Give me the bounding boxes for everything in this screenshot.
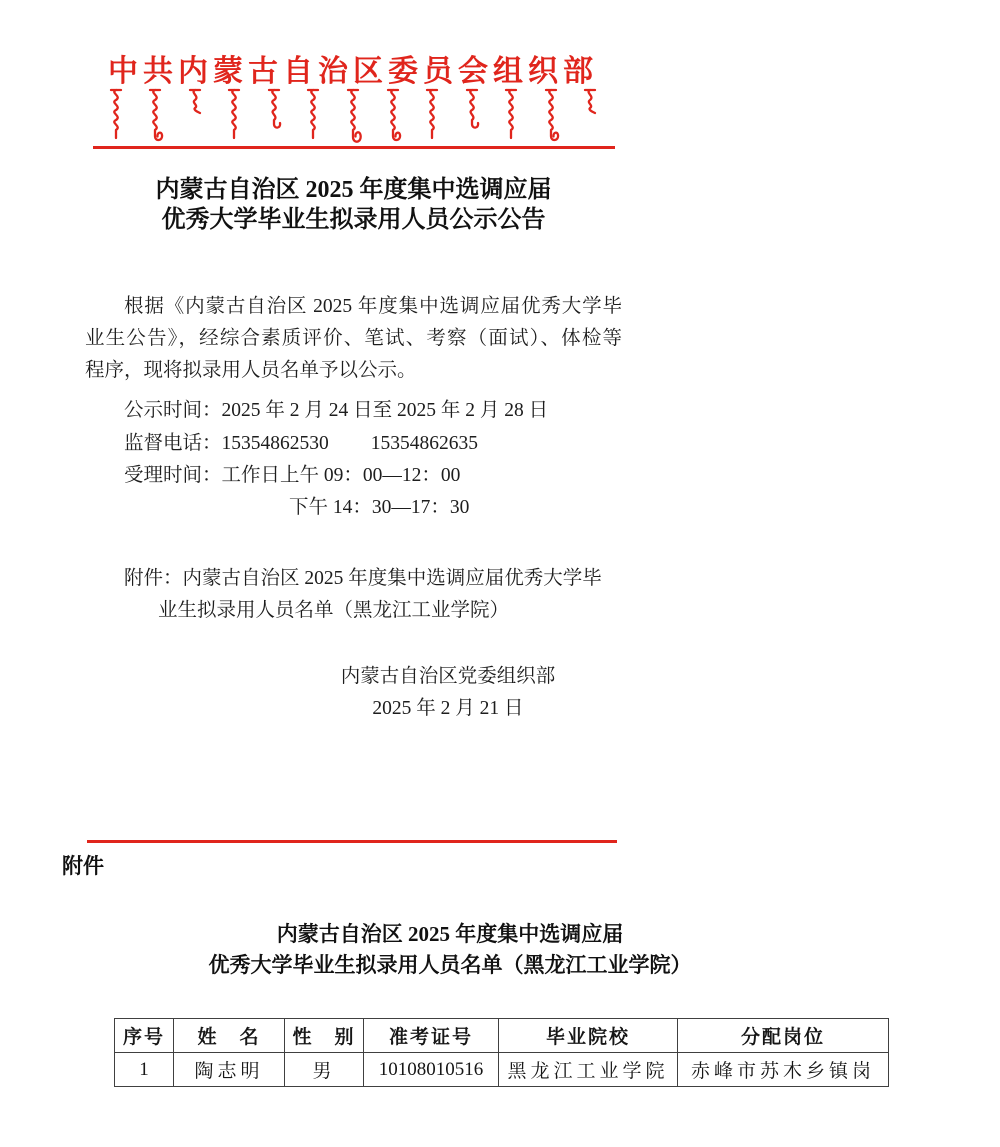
acceptance-time-line-2 — [289, 491, 469, 519]
signer-name: 内蒙古自治区党委组织部 — [340, 666, 556, 687]
cell-index: 1 — [115, 1053, 174, 1087]
sign-date: 2025 年 2 月 21 日 — [372, 698, 524, 719]
attachment-ref-line-1 — [124, 562, 602, 590]
header-cell-name: 姓 名 — [174, 1019, 285, 1053]
cell-gender: 男 — [285, 1053, 364, 1087]
attachment-section-label: 附件 — [62, 855, 104, 878]
attachment-ref-label: 附件： — [124, 568, 183, 589]
roster-header-row — [115, 1019, 889, 1053]
attachment-ref-line-2 — [158, 594, 509, 622]
supervision-phone-2: 15354862635 — [370, 433, 479, 454]
header-cell-assigned-post: 分配岗位 — [678, 1019, 889, 1053]
cell-school: 黑龙江工业学院 — [499, 1053, 678, 1087]
header-cell-ticket-number: 准考证号 — [364, 1019, 499, 1053]
publicity-time-label: 公示时间： — [124, 400, 222, 421]
body-line-1: 根据《内蒙古自治区 2025 年度集中选调应届优秀大学毕 — [124, 296, 622, 317]
attachment-ref-text-1: 内蒙古自治区 2025 年度集中选调应届优秀大学毕 — [182, 568, 602, 589]
roster-title — [150, 919, 750, 981]
cell-name: 陶志明 — [174, 1053, 285, 1087]
supervision-phone-label: 监督电话： — [124, 433, 222, 454]
roster-title-line1: 内蒙古自治区 2025 年度集中选调应届 — [276, 922, 624, 946]
publicity-time-line — [124, 394, 548, 422]
cell-ticket-number: 10108010516 — [364, 1053, 499, 1087]
announcement-title-line2: 优秀大学毕业生拟录用人员公示公告 — [161, 207, 546, 233]
header-cell-index: 序号 — [115, 1019, 174, 1053]
announcement-body — [85, 291, 622, 388]
roster-table — [114, 1018, 889, 1087]
roster-row — [115, 1053, 889, 1087]
attachment-divider-line — [87, 840, 617, 843]
acceptance-time-line — [124, 459, 460, 487]
header-cell-school: 毕业院校 — [499, 1019, 678, 1053]
roster-title-line2: 优秀大学毕业生拟录用人员名单（黑龙江工业学院） — [208, 953, 692, 977]
supervision-phone-line — [124, 427, 478, 455]
acceptance-time-afternoon: 下午 14：30—17：30 — [289, 497, 470, 518]
body-line-3: 程序，现将拟录用人员名单予以公示。 — [85, 360, 417, 382]
publicity-time-value: 2025 年 2 月 24 日至 2025 年 2 月 28 日 — [221, 400, 549, 421]
announcement-title-line1: 内蒙古自治区 2025 年度集中选调应届 — [155, 177, 552, 203]
supervision-phone-1: 15354862530 — [221, 433, 329, 454]
attachment-ref-text-2: 业生拟录用人员名单（黑龙江工业学院） — [158, 600, 510, 621]
cell-assigned-post: 赤峰市苏木乡镇岗 — [678, 1053, 889, 1087]
acceptance-time-label: 受理时间： — [124, 465, 222, 486]
mongolian-script-text — [100, 88, 600, 146]
header-cell-gender: 性 别 — [285, 1019, 364, 1053]
body-line-2: 业生公告》，经综合素质评价、笔试、考察（面试）、体检等 — [85, 328, 622, 350]
announcement-title — [85, 175, 622, 235]
acceptance-time-morning: 工作日上午 09：00—12：00 — [221, 465, 461, 486]
letterhead-divider-line — [93, 146, 615, 149]
letterhead-org-name: 中共内蒙古自治区委员会组织部 — [108, 55, 598, 88]
